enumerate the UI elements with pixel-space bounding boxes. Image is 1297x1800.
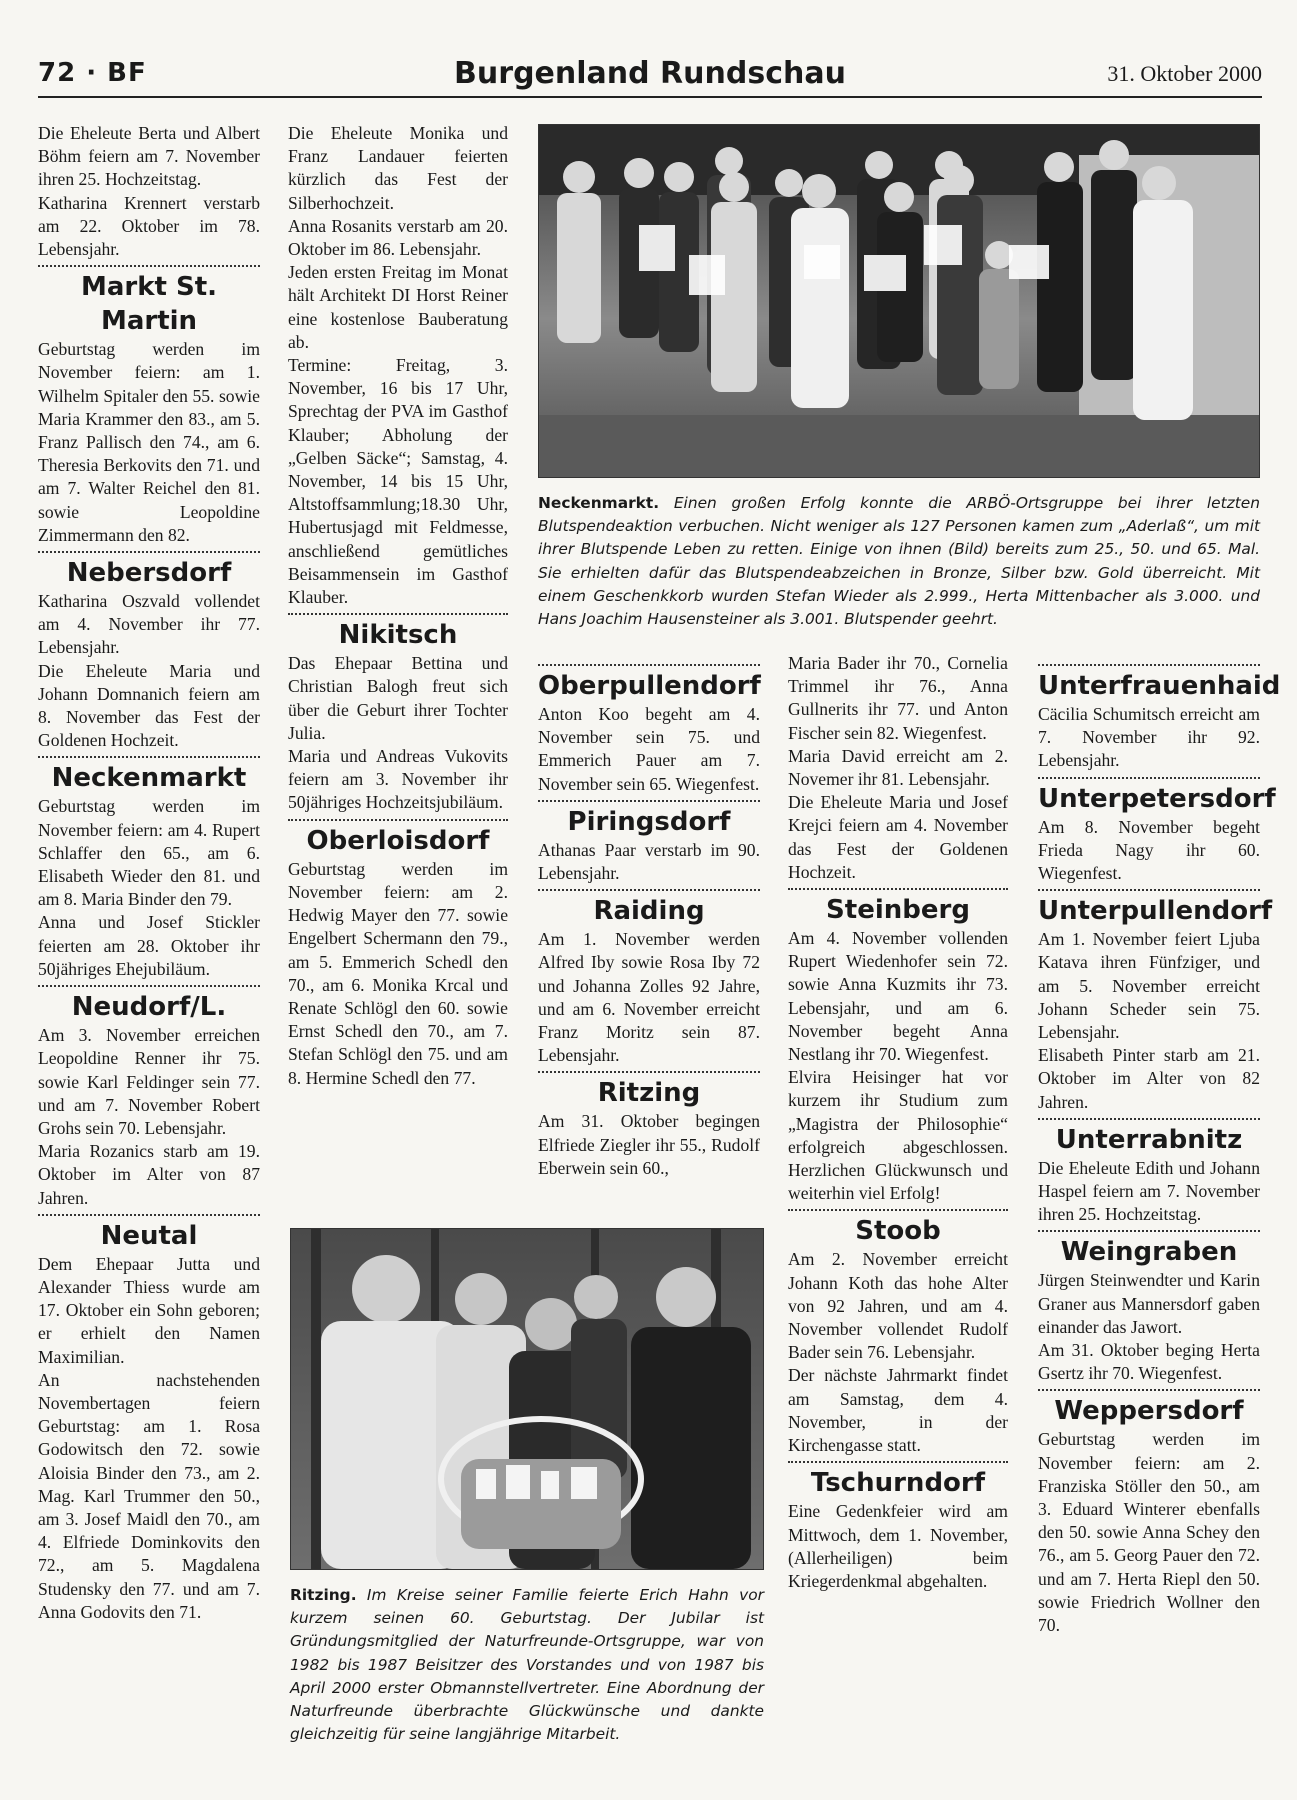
- article-paragraph: Jürgen Steinwendter und Karin Graner aus Mannersdorf gaben einander das Jawort.: [1038, 1270, 1260, 1337]
- article-paragraph: Eine Gedenkfeier wird am Mittwoch, dem 1. November, (Allerheiligen) beim Kriegerdenkmal abgehalten.: [788, 1501, 1008, 1591]
- column-4: [788, 652, 1008, 1593]
- article-paragraph: Katharina Krennert verstarb am 22. Oktober im 78. Lebensjahr.: [38, 192, 260, 260]
- section-heading-piringsdorf: Piringsdorf: [538, 800, 760, 839]
- column-3: [538, 660, 760, 1180]
- article-paragraph: Maria und Andreas Vukovits feiern am 3. November ihr 50jähriges Hochzeitsjubiläum.: [288, 746, 508, 813]
- article-paragraph: Am 8. November begeht Frieda Nagy ihr 60. Wiegenfest.: [1038, 816, 1260, 884]
- article-paragraph: Dem Ehepaar Jutta und Alexander Thiess wurde am 17. Oktober ein Sohn geboren; er erhielt den Namen Maximilian.: [38, 1253, 260, 1367]
- section-heading-stoob: Stoob: [788, 1209, 1008, 1248]
- article-paragraph: Die Eheleute Berta und Albert Böhm feiern am 7. November ihren 25. Hochzeitstag.: [38, 123, 260, 190]
- page-header: [38, 52, 1262, 98]
- article-paragraph: Am 3. November erreichen Leopoldine Renner ihr 75. sowie Karl Feldinger sein 77. und am 7. November Robert Grohs sein 70. Lebensjahr.: [38, 1025, 260, 1138]
- caption-lead: Ritzing.: [290, 1586, 357, 1604]
- article-paragraph: Am 2. November erreicht Johann Koth das hohe Alter von 92 Jahren, und am 4. November vollendet Rudolf Bader sein 76. Lebensjahr.: [788, 1249, 1008, 1363]
- column-5: [1038, 660, 1281, 1637]
- article-paragraph: Maria David erreicht am 2. Novemer ihr 81. Lebensjahr.: [788, 745, 1008, 790]
- section-heading-unterfrauenhaid: Unterfrauenhaid: [1038, 664, 1260, 703]
- photo-birthday-ritzing: [290, 1228, 764, 1570]
- article-paragraph: Elisabeth Pinter starb am 21. Oktober im Alter von 82 Jahren.: [1038, 1045, 1260, 1112]
- page-number-label: 72 · BF: [38, 58, 147, 88]
- section-heading-weingraben: Weingraben: [1038, 1230, 1260, 1269]
- section-heading-raiding: Raiding: [538, 889, 760, 928]
- article-paragraph: Maria Bader ihr 70., Cornelia Trimmel ihr 76., Anna Gullnerits ihr 77. und Anton Fischer sein 82. Wiegenfest.: [788, 653, 1008, 743]
- article-paragraph: Am 1. November feiert Ljuba Katava ihren Fünfziger, und am 5. November erreicht Johann Scheder sein 75. Lebensjahr.: [1038, 929, 1260, 1043]
- article-paragraph: Maria Rozanics starb am 19. Oktober im Alter von 87 Jahren.: [38, 1141, 260, 1208]
- column-2: [288, 122, 508, 1090]
- section-heading-ritzing: Ritzing: [538, 1071, 760, 1110]
- section-heading-oberloisdorf: Oberloisdorf: [288, 819, 508, 858]
- section-heading-oberpullendorf: Oberpullendorf: [538, 664, 760, 703]
- caption-text: Im Kreise seiner Familie feierte Erich Hahn vor kurzem seinen 60. Geburtstag. Der Jubilar ist Gründungsmitglied der Naturfreunde-Ortsgruppe, war von 1982 bis 1987 Beisitzer des Vorstandes und von 1987 bis April 2000 erster Obmannstellvertreter. Eine Abordnung der Naturfreunde überbrachte Glückwünsche und dankte gleichzeitig für seine langjährige Mitarbeit.: [290, 1586, 764, 1744]
- section-heading-markt-st-martin: Markt St. Martin: [38, 265, 260, 338]
- photo-caption-ritzing: [290, 1584, 764, 1746]
- section-heading-neudorf: Neudorf/L.: [38, 985, 260, 1024]
- article-paragraph: Anton Koo begeht am 4. November sein 75. und Emmerich Pauer am 7. November sein 65. Wiegenfest.: [538, 704, 760, 794]
- article-paragraph: Die Eheleute Maria und Josef Krejci feiern am 4. November das Fest der Goldenen Hochzeit.: [788, 792, 1008, 882]
- newspaper-title: Burgenland Rundschau: [454, 56, 846, 91]
- article-paragraph: Geburtstag werden im November feiern: am 4. Rupert Schlaffer den 65., am 6. Elisabeth Wieder den 81. und am 8. Maria Binder den 79.: [38, 796, 260, 910]
- section-heading-tschurndorf: Tschurndorf: [788, 1461, 1008, 1500]
- article-paragraph: Elvira Heisinger hat vor kurzem ihr Studium zum „Magistra der Philosophie“ erfolgreich abgeschlossen. Herzlichen Glückwunsch und weiterhin viel Erfolg!: [788, 1067, 1008, 1204]
- section-heading-unterpetersdorf: Unterpetersdorf: [1038, 777, 1260, 816]
- column-1: [38, 122, 260, 1624]
- issue-date: 31. Oktober 2000: [1107, 61, 1262, 86]
- article-paragraph: Am 31. Oktober begingen Elfriede Ziegler ihr 55., Rudolf Eberwein sein 60.,: [538, 1111, 760, 1178]
- section-heading-neckenmarkt: Neckenmarkt: [38, 756, 260, 795]
- section-heading-steinberg: Steinberg: [788, 888, 1008, 927]
- photo-birthday-image: [291, 1229, 763, 1569]
- article-paragraph: Der nächste Jahrmarkt findet am Samstag, dem 4. November, in der Kirchengasse statt.: [788, 1365, 1008, 1456]
- caption-text: Einen großen Erfolg konnte die ARBÖ-Ortsgruppe bei ihrer letzten Blutspendeaktion verbuchen. Nicht weniger als 127 Personen kamen zum „Aderlaß“, um mit ihrer Blutspende Leben zu retten. Einige von ihnen (Bild) bereits zum 25., 50. und 65. Mal. Sie erhielten dafür das Blutspendeabzeichen in Bronze, Silber bzw. Gold überreicht. Mit einem Geschenkkorb wurden Stefan Wieder als 2.999., Herta Mittenbacher als 3.000. und Hans Joachim Hausensteiner als 3.001. Blutspender geehrt.: [538, 494, 1260, 629]
- article-paragraph: Die Eheleute Edith und Johann Haspel feiern am 7. November ihren 25. Hochzeitstag.: [1038, 1157, 1260, 1225]
- section-heading-nikitsch: Nikitsch: [288, 613, 508, 652]
- article-paragraph: Am 31. Oktober beging Herta Gsertz ihr 70. Wiegenfest.: [1038, 1340, 1260, 1384]
- section-heading-nebersdorf: Nebersdorf: [38, 551, 260, 590]
- article-paragraph: Katharina Oszvald vollendet am 4. November ihr 77. Lebensjahr.: [38, 591, 260, 658]
- article-paragraph: Cäcilia Schumitsch erreicht am 7. November ihr 92. Lebensjahr.: [1038, 704, 1260, 771]
- article-paragraph: An nachstehenden Novembertagen feiern Geburtstag: am 1. Rosa Godowitsch den 72. sowie Aloisia Binder den 73., am 2. Mag. Karl Trummer den 50., am 3. Josef Maidl den 70., am 4. Elfriede Dominkovits den 72., am 5. Magdalena Studensky den 77. und am 7. Anna Godovits den 71.: [38, 1369, 260, 1622]
- photo-blood-donors: [538, 124, 1260, 478]
- photo-blood-donors-image: [539, 125, 1259, 477]
- article-paragraph: Am 1. November werden Alfred Iby sowie Rosa Iby 72 und Johanna Zolles 92 Jahre, und am 6. November erreicht Franz Moritz sein 87. Lebensjahr.: [538, 929, 760, 1066]
- photo-caption-neckenmarkt: [538, 492, 1260, 631]
- section-heading-neutal: Neutal: [38, 1214, 260, 1253]
- article-paragraph: Die Eheleute Maria und Johann Domnanich feiern am 8. November das Fest der Goldenen Hochzeit.: [38, 660, 260, 751]
- article-paragraph: Die Eheleute Monika und Franz Landauer feierten kürzlich das Fest der Silberhochzeit.: [288, 123, 508, 213]
- article-paragraph: Anna und Josef Stickler feierten am 28. Oktober ihr 50jähriges Ehejubiläum.: [38, 912, 260, 979]
- article-paragraph: Jeden ersten Freitag im Monat hält Architekt DI Horst Reiner eine kostenlose Bauberatung ab.: [288, 262, 508, 352]
- article-paragraph: Am 4. November vollenden Rupert Wiedenhofer sein 72. sowie Anna Kuzmits ihr 73. Lebensjahr, und am 6. November begeht Anna Nestlang ihr 70. Wiegenfest.: [788, 928, 1008, 1065]
- article-paragraph: Athanas Paar verstarb im 90. Lebensjahr.: [538, 839, 760, 884]
- article-paragraph: Termine: Freitag, 3. November, 16 bis 17 Uhr, Sprechtag der PVA im Gasthof Klauber; Abholung der „Gelben Säcke“; Samstag, 4. November, 14 bis 15 Uhr, Altstoffsammlung;18.30 Uhr, Hubertusjagd mit Feldmesse, anschließend gemütliches Beisammensein im Gasthof Klauber.: [288, 355, 508, 608]
- article-paragraph: Geburtstag werden im November feiern: am 1. Wilhelm Spitaler den 55. sowie Maria Krammer den 83., am 5. Franz Pallisch den 74., am 6. Theresia Berkovits den 71. und am 7. Walter Reichel den 81. sowie Leopoldine Zimmermann den 82.: [38, 339, 260, 545]
- article-paragraph: Anna Rosanits verstarb am 20. Oktober im 86. Lebensjahr.: [288, 215, 508, 260]
- section-heading-unterpullendorf: Unterpullendorf: [1038, 889, 1260, 928]
- caption-lead: Neckenmarkt.: [538, 494, 660, 512]
- section-heading-weppersdorf: Weppersdorf: [1038, 1389, 1260, 1428]
- article-paragraph: Geburtstag werden im November feiern: am 2. Franziska Stöller den 50., am 3. Eduard Winterer ebenfalls den 50. sowie Anna Schey den 76., am 5. Georg Pauer den 72. und am 7. Herta Riepl den 50. sowie Friedrich Wollner den 70.: [1038, 1429, 1260, 1636]
- section-heading-unterrabnitz: Unterrabnitz: [1038, 1118, 1260, 1157]
- article-paragraph: Geburtstag werden im November feiern: am 2. Hedwig Mayer den 77. sowie Engelbert Schermann den 79., am 5. Emmerich Schedl den 70., am 6. Monika Krcal und Renate Schlögl den 60. sowie Ernst Schedl den 70., am 7. Stefan Schlögl den 75. und am 8. Hermine Schedl den 77.: [288, 858, 508, 1088]
- article-paragraph: Das Ehepaar Bettina und Christian Balogh freut sich über die Geburt ihrer Tochter Julia.: [288, 653, 508, 743]
